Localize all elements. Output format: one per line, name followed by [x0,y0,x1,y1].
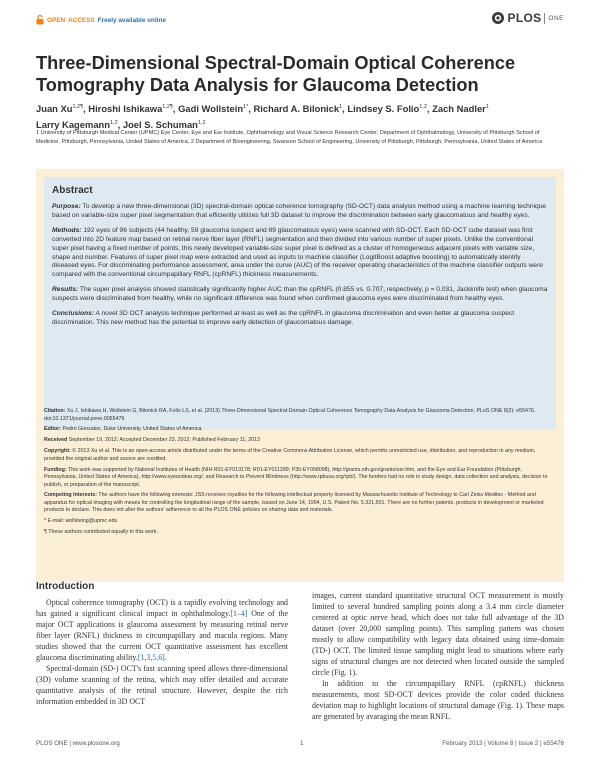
metadata-text: Pedro Gonzalez, Duke University, United States of America [61,426,202,433]
author-name[interactable]: Juan Xu [36,103,73,115]
author-affil-mark: 1 [485,104,489,110]
metadata-label: Citation: [44,408,66,414]
author-name[interactable]: Richard A. Bilonick [253,103,340,115]
freely-available-label: Freely available online [97,16,166,24]
author-affil-mark: 1 [339,104,343,110]
author-affil-mark: 1,2 [419,104,427,110]
author-name[interactable]: Hiroshi Ishikawa [88,103,163,115]
author-line-1 [36,100,564,116]
body-paragraph [36,663,288,707]
body-text: Optical coherence tomography (OCT) is a rapidly evolving technology and has gained a significant clinical impact in ophthalmology. [36,598,288,618]
metadata-line [44,408,556,423]
metadata-label: Editor: [44,426,62,433]
body-paragraph [36,597,288,663]
author-affil-mark: 1,2 [197,120,206,127]
abstract-label: Conclusions: [52,310,95,318]
metadata-label: Received [44,437,68,444]
metadata-line [44,492,556,515]
metadata-line [44,518,556,526]
footer-journal[interactable]: PLOS ONE | www.plosone.org [36,740,120,747]
open-label: OPEN [47,16,66,24]
footer-issue: February 2013 | Volume 8 | Issue 2 | e55476 [442,740,564,747]
metadata-line [44,426,556,434]
author-name[interactable]: Lindsey S. Folio [347,103,420,115]
introduction-right-text [312,590,564,722]
metadata-text: * E-mail: wollsteing@upmc.edu [44,518,118,525]
metadata-text: ¶ These authors contributed equally to this work. [44,529,158,536]
body-paragraph [312,678,564,722]
author-name[interactable]: Zach Nadler [432,103,486,115]
open-lock-icon [36,15,44,25]
citation-link[interactable]: [1,3,5,6] [137,653,165,662]
metadata-label: Copyright: [44,448,71,455]
author-affil-mark: 1* [243,104,249,110]
abstract-paragraphs [52,203,548,328]
author-name[interactable]: Joel S. Schuman [122,119,198,131]
plos-one-logo[interactable] [491,11,564,25]
metadata-line [44,529,556,537]
abstract-label: Purpose: [52,203,81,210]
author-sep: , [172,103,179,115]
abstract-inner [44,177,556,433]
abstract-text: 192 eyes of 96 subjects (44 healthy, 59 glaucoma suspect and 89 glaucomatous eyes) were scanned with SD-OCT. Each SD-OCT cube dataset was first converted into 2D feature map based on retinal nerve fiber layer (RNFL) segmentation and then divided into various number of super pixels. Unlike the conventional super pixel having a fixed number of points, this newly developed variable-size super pixel is defined as a cluster of homogeneous adjacent pixels with variable size, shape and number. Features of super pixel map were extracted and used as inputs to machine classifier (LogitBoost adaptive boosting) to automatically identify diseased eyes. For discriminating performance assessment, area under the curve (AUC) of the receiver operating characteristics of the machine classifier outputs were compared with the conventional circumpapillary RNFL (cpRNFL) thickness measurements. [52,226,543,279]
left-column [36,581,288,707]
author-affil-mark: 1,2 [109,120,118,127]
body-text: . [164,653,167,662]
author-sep: , [117,119,123,131]
metadata-text: This work was supported by National Institutes of Health (NIH R01-EY013178; R01-EY011289; P30-EY008098), http://grants.nih.gov/grants/oer.htm, and the Eye and Ear Foundation (Pittsburgh, Pennsylvania, United States of America), http://www.eyeandear.org/; and Research to Prevent Blindness (http://www.rpbusa.org/rpb/). The funders had no role in study design, data collection and analysis, decision to publish, or preparation of the manuscript. [44,466,548,488]
abstract-text: A novel 3D OCT analysis technique performed at least as well as the cpRNFL in glaucoma discrimination and even better at glaucoma suspect discrimination. This new method has the potential to improve early detection of glaucomatous damage. [52,310,515,326]
abstract-label: Results: [52,286,79,294]
body-text: In addition to the circumpapillary RNFL (cpRNFL) thickness measurements, most SD-OCT devices provide the color coded thickness deviation map to highlight locations of structural damage (Fig. 1). These maps are generated by avaraging the mean RNFL [312,679,564,721]
metadata-text: Xu J, Ishikawa H, Wollstein G, Bilonick RA, Folio LS, et al. (2013) Three-Dimensional Spectral-Domain Optical Coherence Tomography Data Analysis for Glaucoma Detection. PLoS ONE 8(2): e55476. doi:10.1371/journal.pone.0055476 [44,408,536,422]
body-text: Spectral-domain (SD-) OCT's fast scanning speed allows three-dimensional (3D) volume scanning of the retina, which may offer detailed and accurate quantitative analysis of the retinal structure. However, despite the rich information embedded in 3D OCT [36,664,288,706]
metadata-label: Competing Interests: [44,492,97,499]
introduction-heading: Introduction [36,581,95,592]
metadata-text: September 19, 2012; Accepted December 23, 2012; Published February 11, 2013 [67,437,261,444]
abstract-text: The super pixel analysis showed statistically significantly higher AUC than the cpRNFL (0.855 vs. 0.707, respectively, p = 0.031, Jackknife test) when glaucoma suspects were discriminated from healthy, while no significant difference was found when confirmed glaucoma eyes were discriminated from healthy eyes. [52,286,548,303]
abstract-paragraph [52,286,548,304]
author-affil-mark: 1,2¶ [72,104,84,110]
metadata-label: Funding: [44,466,67,473]
right-column [312,590,564,722]
author-name[interactable]: Gadi Wollstein [178,103,244,115]
body-text: One of the major OCT applications is glaucoma assessment by measuring retinal nerve fiber layer (RNFL) thickness in circumpapillary and macula regions. Many studies showed that the current OCT quantitative assessment has excellent glaucoma discriminating ability. [36,609,288,662]
metadata-text: © 2013 Xu et al. This is an open-access article distributed under the terms of the Creative Commons Attribution License, which permits unrestricted use, distribution, and reproduction in any medium, provided the original author and source are credited. [44,448,536,462]
author-list [36,100,564,132]
abstract-text: To develop a new three-dimensional (3D) spectral-domain optical coherence tomography (SD-OCT) data analysis method using a machine learning technique based on variable-size super pixel segmentation that efficiently utilizes full 3D dataset to improve the discrimination between early glaucomatous and healthy eyes. [52,203,547,219]
body-paragraph [312,590,564,678]
author-name[interactable]: Larry Kagemann [36,119,110,131]
abstract-paragraph [52,310,548,328]
plos-logo-icon [491,11,505,25]
journal-word: PLOS [507,11,542,25]
journal-sub: ONE [548,14,564,22]
abstract-label: Methods: [52,226,82,234]
top-bar [36,11,564,33]
abstract-heading: Abstract [52,185,93,196]
author-sep: , [342,103,348,115]
author-affil-mark: 1,2¶ [162,104,173,110]
author-sep: , [83,103,89,115]
metadata-line [44,448,556,463]
introduction-left-text [36,597,288,707]
body-text: images, current standard quantitative structural OCT measurement is mostly limited to several hundred sampling points along a 3.4 mm circle diameter centered at optic nerve head, which does not take full advantage of the 3D dataset (over 20,000 sampling points). This sampling pattern was chosen mostly to allow compatibility with legacy data obtained using time-domain (TD-) OCT. The limited tissue sampling might lead to situations where early signs of structural changes are not detected when located outside the sampled circle (Fig. 1). [312,591,564,677]
metadata-line [44,437,556,445]
page-number: 1 [300,740,304,747]
abstract-paragraph [52,227,548,280]
logo-divider [544,13,545,24]
open-access-badge[interactable] [36,15,166,25]
metadata-text: The authors have the following interests: JSS receives royalties for the following intellectual property licensed by Massachusetts Institute of Technology to Carl Zeiss Meditec - Method and apparatus for optical imaging with means for controlling the longitudinal range of the sample, issued on June 14, 1994, U.S. Patent No. 5,321,501. There are no further patents, products in development or marketed products to declare. This does not alter the authors' adherence to all the PLOS ONE policies on sharing data and materials. [44,492,544,514]
author-sep: , [426,103,433,115]
abstract-paragraph [52,203,548,221]
affiliations: 1 University of Pittsburgh Medical Center (UPMC) Eye Center, Eye and Ear Institute, Ophthalmology and Visual Science Research Center, Department of Ophthalmology, University of Pittsburgh School of Medicine, Pittsburgh, Pennsylvania, United States of America, 2 Department of Bioengineering, Swanson School of Engineering, University of Pittsburgh, Pittsburgh, Pennsylvania, United States of America [36,130,543,145]
article-title: Three-Dimensional Spectral-Domain Optical Coherence Tomography Data Analysis for Glaucoma Detection [36,53,516,95]
citation-link[interactable]: [1–4] [230,609,248,618]
article-metadata [44,408,556,540]
author-sep: , [248,103,254,115]
access-label: ACCESS [68,16,95,24]
metadata-line [44,467,556,490]
